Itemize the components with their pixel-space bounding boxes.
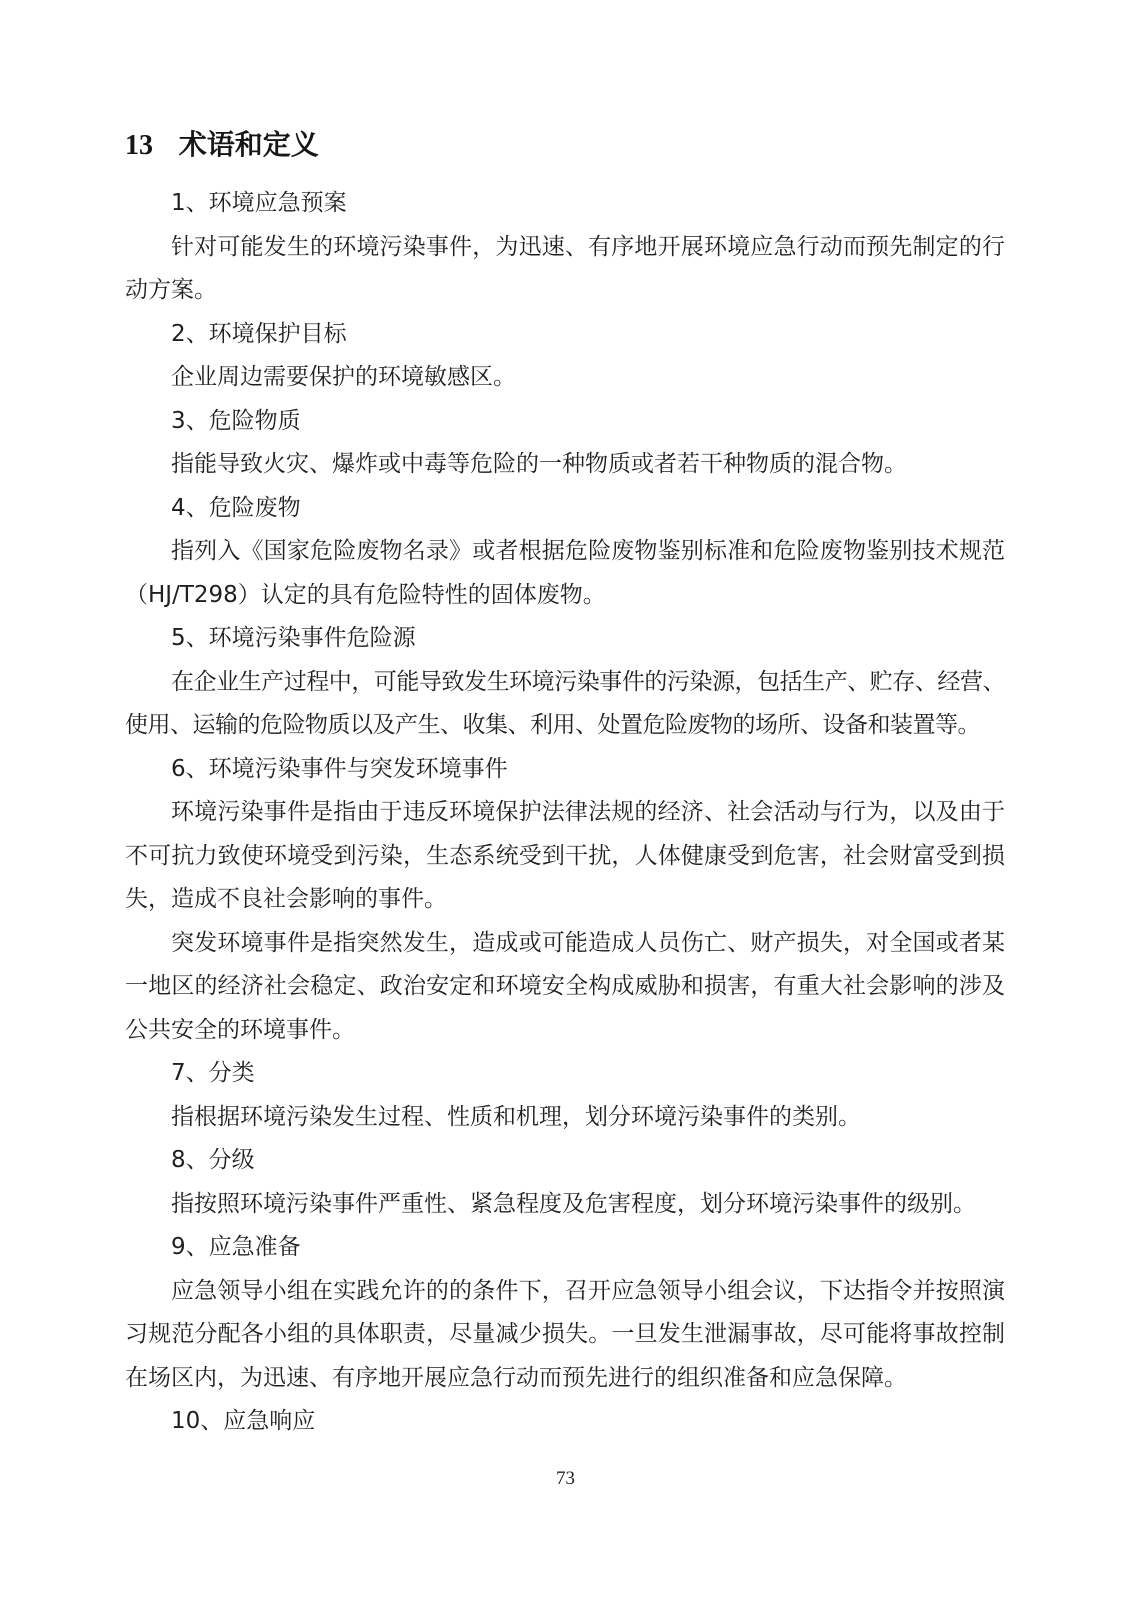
term-paragraph: 2、环境保护目标 [171,320,347,347]
definition-paragraph: 企业周边需要保护的环境敏感区。 [171,364,516,390]
page-number: 73 [556,1468,575,1489]
term-paragraph: 8、分级 [171,1147,255,1173]
term-paragraph: 9、应急准备 [171,1234,301,1260]
term-paragraph: 7、分类 [171,1060,255,1086]
definition-paragraph: 针对可能发生的环境污染事件，为迅速、有序地开展环境应急行动而预先制定的行动方案。 [125,233,1005,303]
definition-paragraph: 指列入《国家危险废物名录》或者根据危险废物鉴别标准和危险废物鉴别技术规范（HJ/T298）认定的具有危险特性的固体废物。 [125,538,1005,608]
definition-paragraph: 指按照环境污染事件严重性、紧急程度及危害程度，划分环境污染事件的级别。 [171,1190,976,1217]
term-paragraph: 3、危险物质 [171,407,301,434]
section-title: 术语和定义 [178,128,319,161]
term-paragraph: 10、应急响应 [171,1408,316,1434]
definition-paragraph: 在企业生产过程中，可能导致发生环境污染事件的污染源，包括生产、贮存、经营、使用、运输的危险物质以及产生、收集、利用、处置危险废物的场所、设备和装置等。 [125,668,1005,738]
definition-paragraph: 指根据环境污染发生过程、性质和机理，划分环境污染事件的类别。 [171,1103,861,1130]
term-paragraph: 5、环境污染事件危险源 [171,625,416,651]
term-paragraph: 1、环境应急预案 [171,190,347,216]
definition-paragraph: 环境污染事件是指由于违反环境保护法律法规的经济、社会活动与行为，以及由于不可抗力致使环境受到污染，生态系统受到干扰，人体健康受到危害，社会财富受到损失，造成不良社会影响的事件。 [125,799,1005,912]
term-paragraph: 4、危险废物 [171,494,301,521]
section-heading [125,126,319,165]
page-footer [0,1468,1131,1490]
definition-paragraph: 应急领导小组在实践允许的的条件下，召开应急领导小组会议，下达指令并按照演习规范分配各小组的具体职责，尽量减少损失。一旦发生泄漏事故，尽可能将事故控制在场区内，为迅速、有序地开展应急行动而预先进行的组织准备和应急保障。 [125,1277,1005,1391]
section-number: 13 [125,130,153,161]
definition-paragraph: 指能导致火灾、爆炸或中毒等危险的一种物质或者若干种物质的混合物。 [171,451,907,477]
document-body [125,182,1005,1444]
definition-paragraph: 突发环境事件是指突然发生，造成或可能造成人员伤亡、财产损失，对全国或者某一地区的经济社会稳定、政治安定和环境安全构成威胁和损害，有重大社会影响的涉及公共安全的环境事件。 [125,929,1005,1043]
term-paragraph: 6、环境污染事件与突发环境事件 [171,755,508,782]
